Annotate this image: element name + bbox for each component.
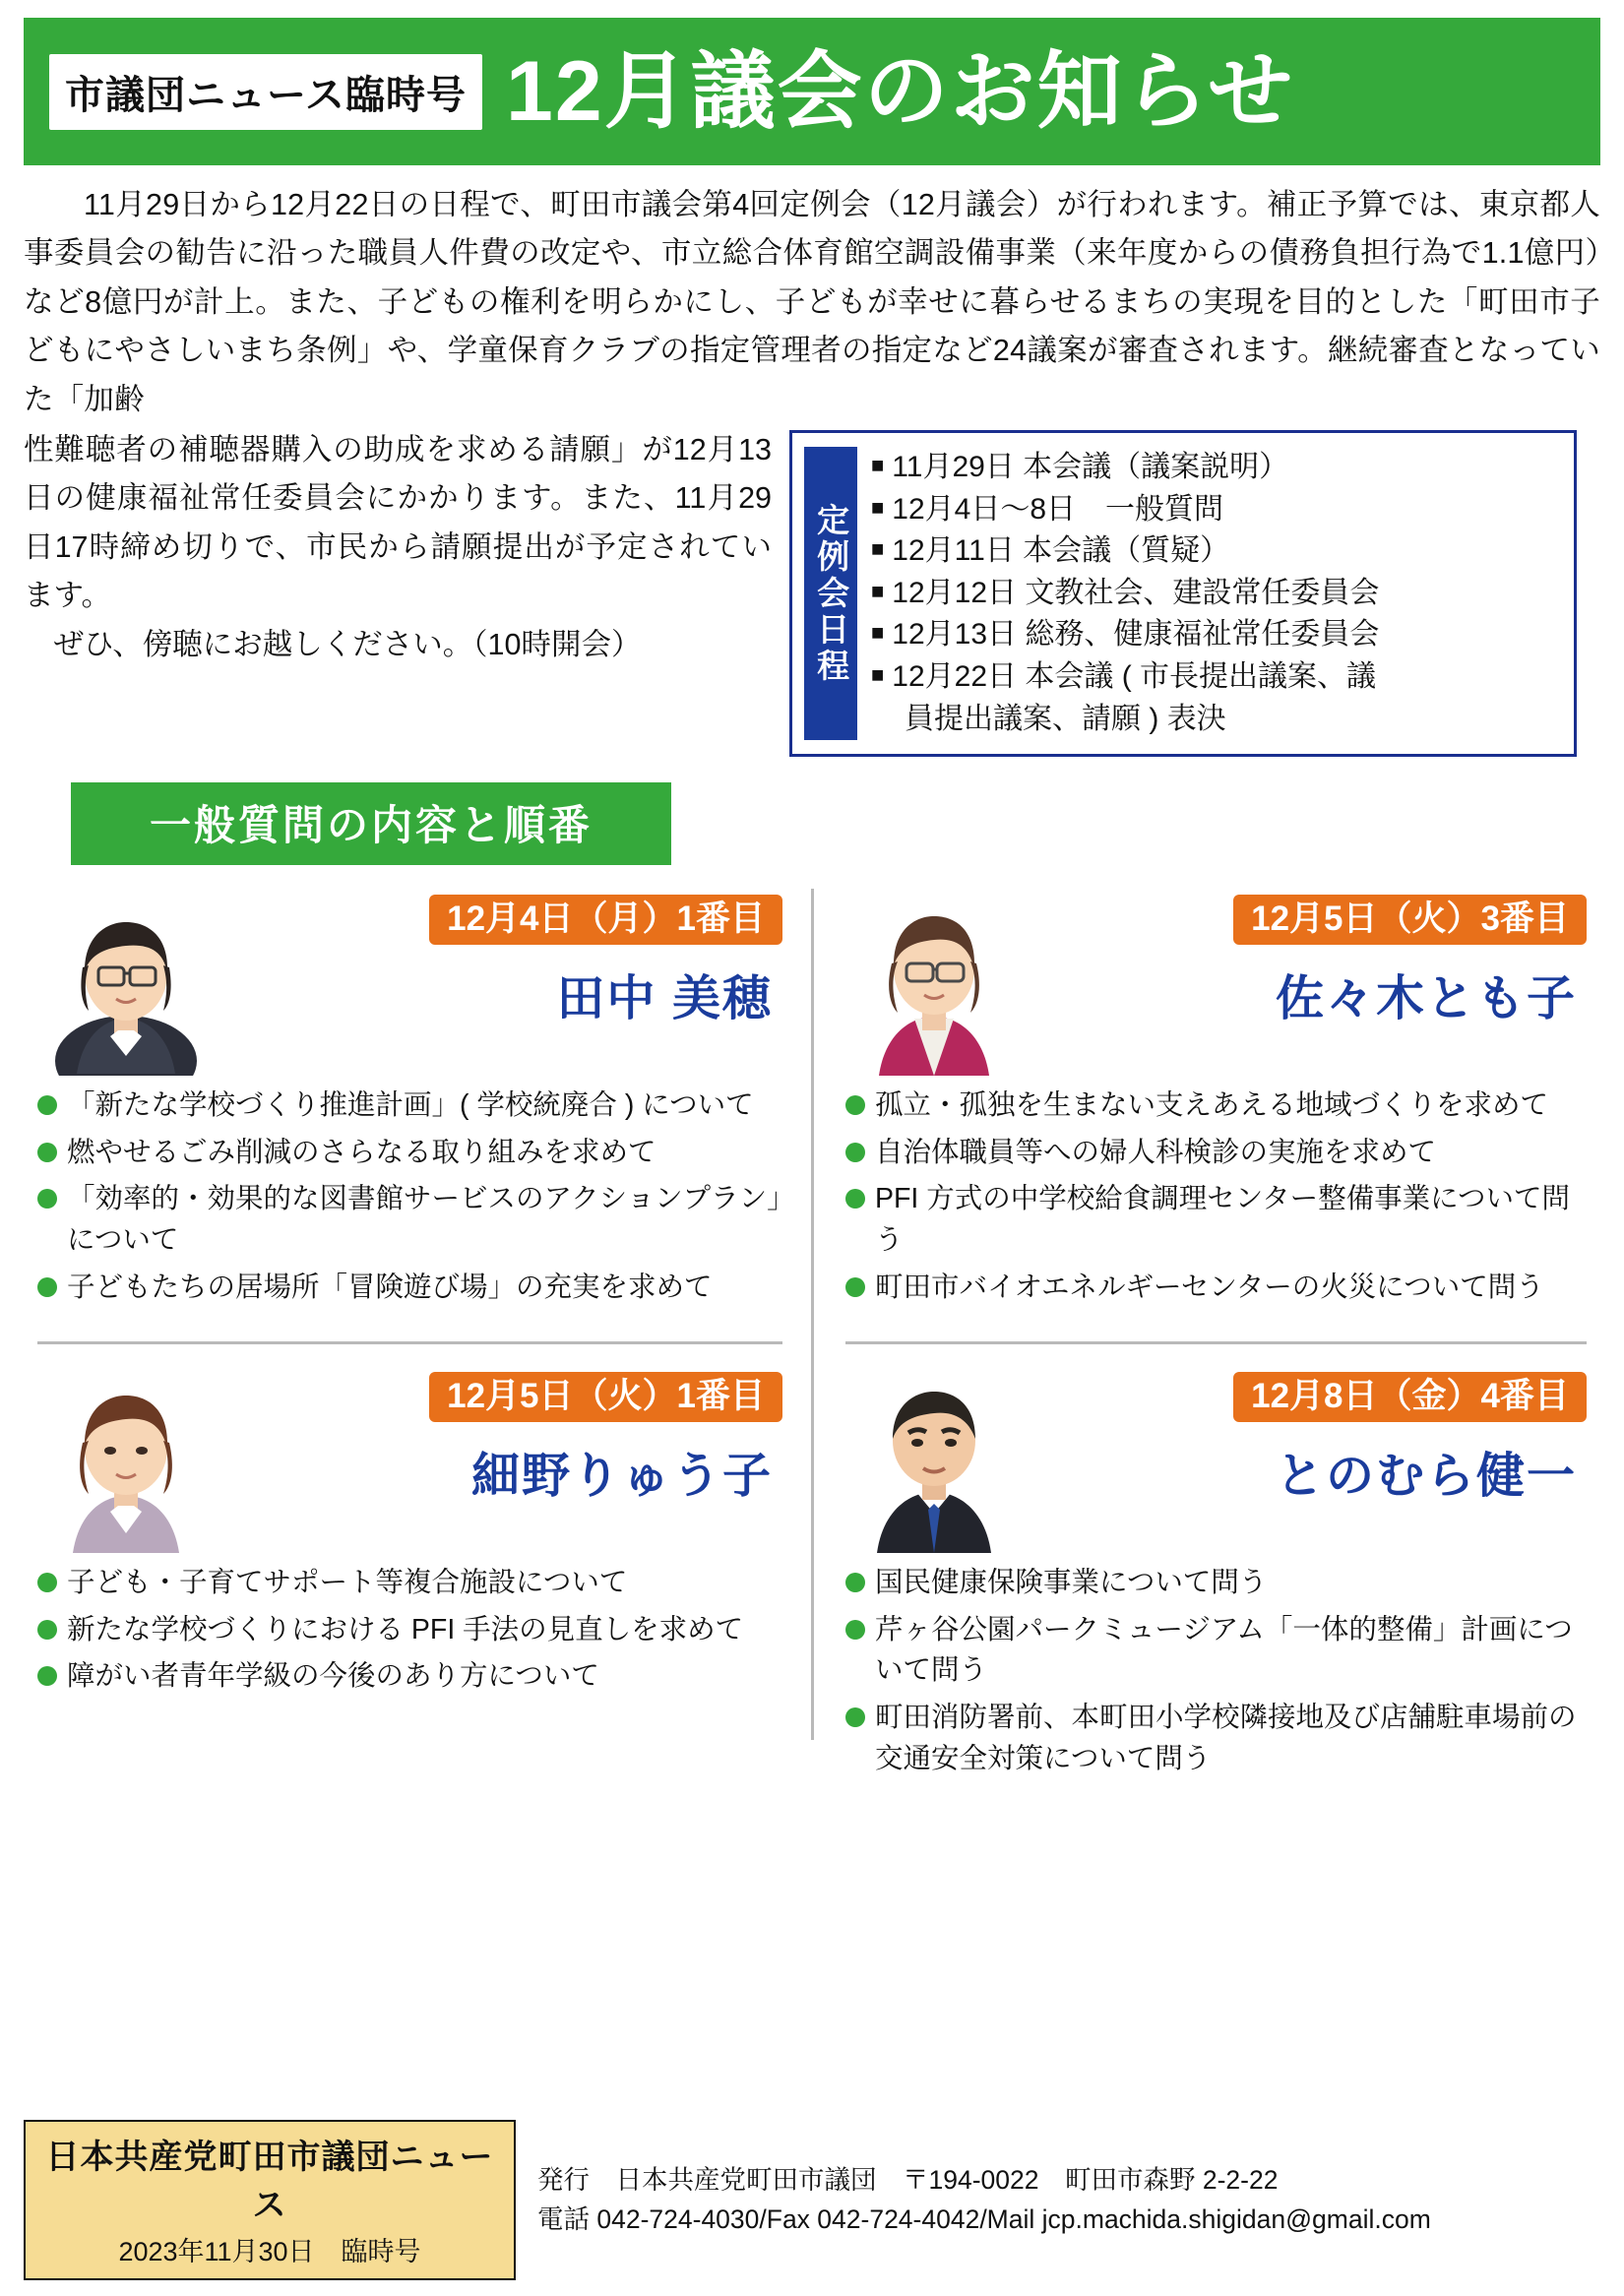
member-name: 佐々木とも子	[1275, 972, 1577, 1026]
bullet-dot-icon	[37, 1666, 57, 1686]
date-badge: 12月8日（金）4番目	[1233, 1372, 1587, 1422]
topic-text: 自治体職員等への婦人科検診の実施を求めて	[875, 1136, 1437, 1168]
bullet-dot-icon	[845, 1277, 865, 1297]
square-bullet-icon: ■	[871, 620, 885, 646]
schedule-row	[871, 489, 1562, 531]
footer-masthead-date: 2023年11月30日 臨時号	[118, 2237, 421, 2266]
bullet-dot-icon	[37, 1143, 57, 1162]
schedule-row	[871, 656, 1562, 699]
bullet-dot-icon	[845, 1573, 865, 1592]
topic-item	[845, 1268, 1587, 1309]
topic-item	[845, 1563, 1587, 1604]
topic-text: 町田消防署前、本町田小学校隣接地及び店舗駐車場前の交通安全対策について問う	[875, 1702, 1577, 1774]
member-header	[37, 1366, 782, 1553]
topic-item	[37, 1656, 782, 1698]
member-card	[845, 1341, 1587, 1795]
member-header-text	[224, 1366, 782, 1507]
intro-text-2: 性難聴者の補聴器購入の助成を求める請願」が12月13日の健康福祉常任委員会にかかります。また、11月29日17時締め切りで、市民から請願提出が予定されています。	[24, 433, 772, 613]
schedule-row-text: 12月22日 本会議 ( 市長提出議案、議	[892, 660, 1377, 693]
square-bullet-icon: ■	[871, 578, 885, 603]
topic-item	[845, 1179, 1587, 1261]
schedule-row	[871, 530, 1562, 573]
member-card	[37, 1341, 782, 1713]
schedule-box	[789, 430, 1577, 757]
bullet-dot-icon	[37, 1095, 57, 1115]
topic-text: 孤立・孤独を生まない支えあえる地域づくりを求めて	[875, 1089, 1549, 1122]
square-bullet-icon: ■	[871, 662, 885, 687]
topic-text: 子ども・子育てサポート等複合施設について	[67, 1567, 628, 1599]
schedule-row-text: 12月4日〜8日 一般質問	[892, 492, 1224, 526]
schedule-label: 定例会日程	[804, 447, 857, 740]
square-bullet-icon: ■	[871, 494, 885, 520]
members-column-left	[24, 875, 812, 1795]
page-footer	[24, 2120, 1600, 2280]
topic-text: 「新たな学校づくり推進計画」( 学校統廃合 ) について	[67, 1089, 754, 1122]
portrait-tanaka-miho	[37, 889, 215, 1076]
members-grid	[24, 875, 1600, 1795]
square-bullet-icon: ■	[871, 453, 885, 478]
bullet-dot-icon	[37, 1189, 57, 1209]
bullet-dot-icon	[37, 1620, 57, 1640]
schedule-row	[871, 614, 1562, 656]
footer-contact-line-2: 電話 042-724-4030/Fax 042-724-4042/Mail jcp.machida.shigidan@gmail.com	[537, 2203, 1431, 2234]
footer-contact	[537, 2161, 1600, 2240]
topic-item	[845, 1086, 1587, 1127]
schedule-row	[871, 573, 1562, 615]
member-name: 田中 美穂	[556, 972, 773, 1026]
topic-item	[845, 1610, 1587, 1692]
member-topics	[845, 1086, 1587, 1308]
member-topics	[845, 1563, 1587, 1779]
topic-item	[37, 1563, 782, 1604]
member-topics	[37, 1563, 782, 1698]
member-header-text	[224, 889, 782, 1029]
topic-item	[37, 1610, 782, 1651]
schedule-items	[871, 447, 1562, 740]
topic-text: 障がい者青年学級の今後のあり方について	[67, 1660, 599, 1693]
bullet-dot-icon	[845, 1707, 865, 1727]
member-card	[37, 875, 782, 1324]
bullet-dot-icon	[845, 1143, 865, 1162]
schedule-row-text: 12月11日 本会議（質疑）	[892, 534, 1230, 568]
schedule-row-text: 12月12日 文教社会、建設常任委員会	[892, 576, 1380, 609]
bullet-dot-icon	[845, 1095, 865, 1115]
date-badge: 12月4日（月）1番目	[429, 895, 782, 945]
header-badge: 市議団ニュース臨時号	[49, 54, 482, 130]
schedule-row-text: 12月13日 総務、健康福祉常任委員会	[892, 618, 1380, 652]
column-divider	[811, 889, 814, 1740]
bullet-dot-icon	[37, 1573, 57, 1592]
schedule-row-text: 11月29日 本会議（議案説明）	[892, 451, 1289, 484]
member-name: とのむら健一	[1275, 1450, 1577, 1504]
portrait-sasaki-tomoko	[845, 889, 1023, 1076]
member-header-text	[1032, 889, 1587, 1029]
square-bullet-icon: ■	[871, 536, 885, 562]
member-card	[845, 875, 1587, 1324]
topic-item	[37, 1133, 782, 1174]
intro-text-1: 11月29日から12月22日の日程で、町田市議会第4回定例会（12月議会）が行われます。補正予算では、東京都人事委員会の勧告に沿った職員人件費の改定や、市立総合体育館空調設備事業（来年度からの債務負担行為で1.1億円）など8億円が計上。また、子どもの権利を明らかにし、子どもが幸せに暮らせるまちの実現を目的とした「町田市子どもにやさしいまち条例」や、学童保育クラブの指定管理者の指定など24議案が審査されます。継続審査となっていた「加齢	[24, 188, 1600, 416]
member-header-text	[1032, 1366, 1587, 1507]
topic-text: 国民健康保険事業について問う	[875, 1567, 1268, 1599]
members-column-right	[812, 875, 1600, 1795]
topic-item	[37, 1179, 782, 1261]
date-badge: 12月5日（火）1番目	[429, 1372, 782, 1422]
intro-paragraph-1	[24, 181, 1600, 424]
topic-text: 芹ヶ谷公園パークミュージアム「一体的整備」計画について問う	[875, 1613, 1573, 1687]
intro-paragraph-2	[24, 426, 772, 669]
intro-and-schedule	[24, 426, 1600, 757]
schedule-row	[871, 447, 1562, 489]
intro-text-3: ぜひ、傍聴にお越しください。（10時開会）	[53, 627, 642, 661]
bullet-dot-icon	[37, 1277, 57, 1297]
member-header	[37, 889, 782, 1076]
topic-item	[845, 1698, 1587, 1779]
footer-masthead-title: 日本共産党町田市議団ニュース	[45, 2139, 494, 2224]
member-header	[845, 1366, 1587, 1553]
member-topics	[37, 1086, 782, 1308]
portrait-tonomura-kenichi	[845, 1366, 1023, 1553]
member-name: 細野りゅう子	[470, 1450, 773, 1504]
topic-text: 新たな学校づくりにおける PFI 手法の見直しを求めて	[67, 1613, 744, 1645]
page-header	[24, 18, 1600, 165]
portrait-hosono-ryuko	[37, 1366, 215, 1553]
bullet-dot-icon	[845, 1620, 865, 1640]
topic-item	[37, 1268, 782, 1309]
topic-text: PFI 方式の中学校給食調理センター整備事業について問う	[875, 1183, 1571, 1257]
date-badge: 12月5日（火）3番目	[1233, 895, 1587, 945]
schedule-row-continuation: 員提出議案、請願 ) 表決	[905, 702, 1226, 735]
footer-masthead	[24, 2120, 516, 2280]
footer-contact-line-1: 発行 日本共産党町田市議団 〒194-0022 町田市森野 2-2-22	[537, 2164, 1279, 2195]
section-heading: 一般質問の内容と順番	[71, 782, 671, 865]
member-header	[845, 889, 1587, 1076]
topic-item	[845, 1133, 1587, 1174]
bullet-dot-icon	[845, 1189, 865, 1209]
topic-text: 「効率的・効果的な図書館サービスのアクションプラン」について	[67, 1183, 781, 1257]
topic-text: 燃やせるごみ削減のさらなる取り組みを求めて	[67, 1136, 656, 1168]
topic-text: 子どもたちの居場所「冒険遊び場」の充実を求めて	[67, 1271, 713, 1303]
page-title: 12月議会のお知らせ	[506, 44, 1295, 139]
topic-text: 町田市バイオエネルギーセンターの火災について問う	[875, 1271, 1544, 1303]
topic-item	[37, 1086, 782, 1127]
